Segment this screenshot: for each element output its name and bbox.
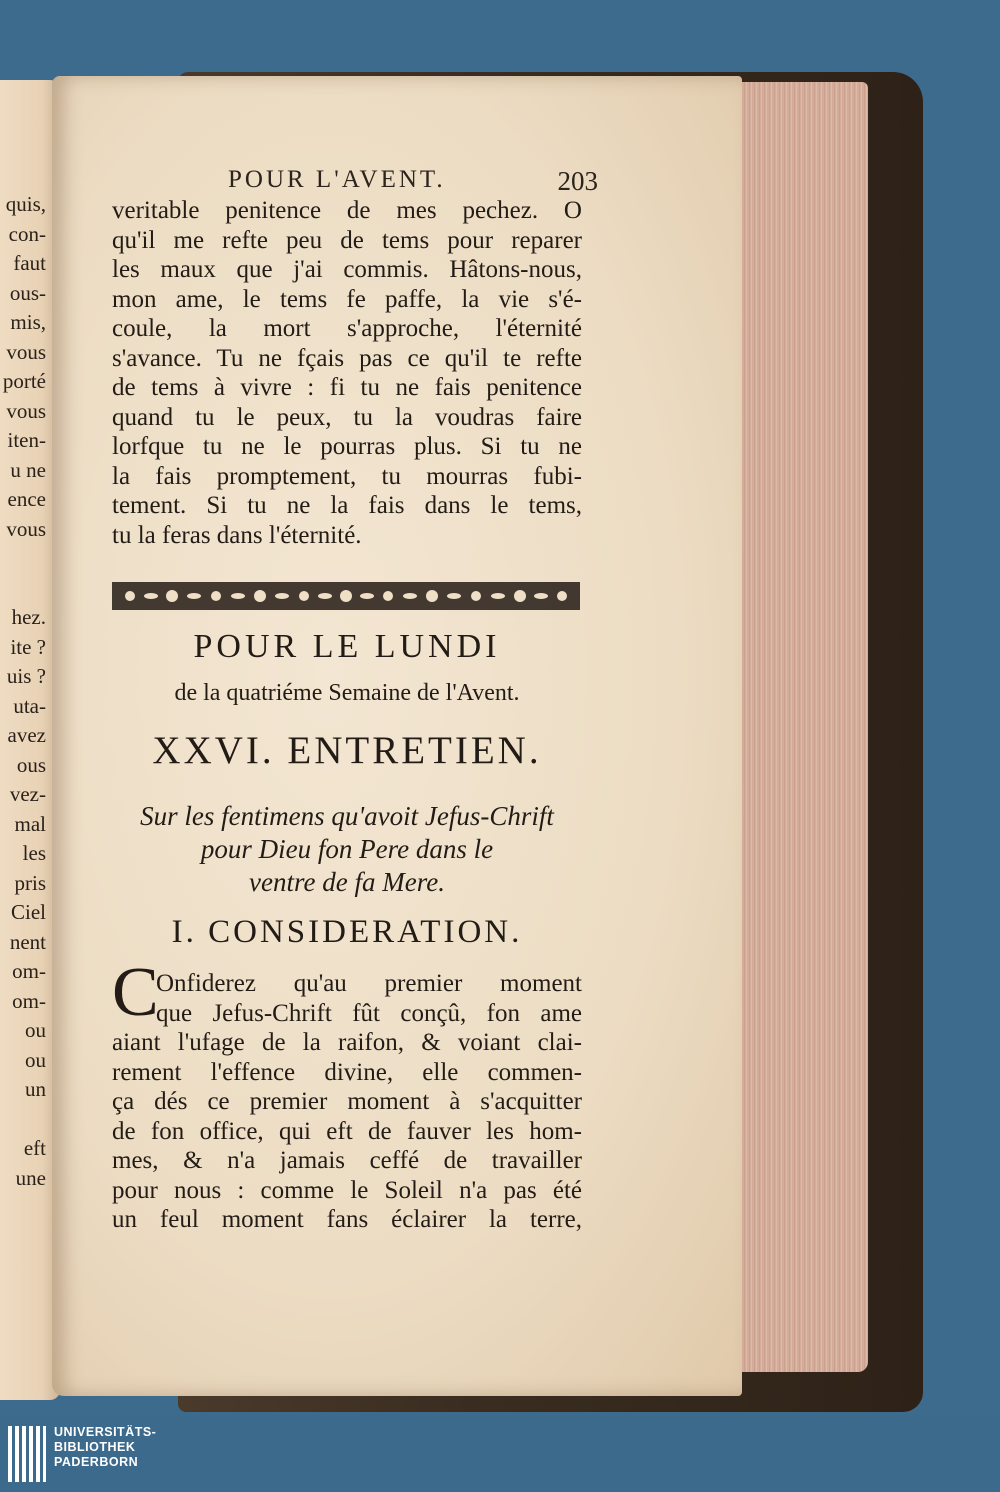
- text-line: ite ?: [10, 634, 46, 659]
- text-line: pour nous : comme le Soleil n'a pas été: [112, 1176, 582, 1204]
- text-line: vous: [6, 516, 46, 541]
- text-line: tu la feras dans l'éternité.: [112, 521, 362, 549]
- text-line: ence: [7, 487, 46, 511]
- text-line: quis,: [5, 192, 46, 216]
- text-line: ou: [25, 1018, 46, 1042]
- running-head-title: POUR L'AVENT.: [228, 166, 446, 193]
- library-name: [54, 1425, 156, 1470]
- text-line: quand tu le peux, tu la voudras faire: [112, 403, 582, 431]
- text-line: avez: [7, 723, 46, 747]
- text-line: coule, la mort s'approche, l'éternité: [112, 315, 582, 342]
- text-line: uis ?: [6, 664, 46, 688]
- text-line: mes, & n'a jamais ceffé de travailler: [112, 1147, 582, 1174]
- paragraph-1: [112, 196, 582, 550]
- text-line: om-: [12, 959, 46, 983]
- text-line: une: [15, 1165, 46, 1190]
- text-line: eft: [23, 1136, 46, 1160]
- heading-subject-line: Sur les fentimens qu'avoit Jefus-Chrift: [140, 801, 554, 831]
- text-line: mis,: [10, 310, 46, 334]
- text-line: ous: [16, 752, 46, 777]
- library-bars-icon: [6, 1424, 48, 1484]
- heading-day: POUR LE LUNDI: [193, 628, 501, 665]
- heading-subject-line: pour Dieu fon Pere dans le: [200, 834, 494, 864]
- text-line: veritable penitence de mes pechez. O: [112, 197, 582, 224]
- text-line: nent: [9, 929, 46, 954]
- text-line: pris: [14, 870, 46, 895]
- text-line: u ne: [10, 457, 46, 482]
- left-page-text-fragments: [0, 190, 46, 1193]
- paragraph-2: [112, 969, 582, 1235]
- text-line: con-: [8, 221, 46, 246]
- text-line: la fais promptement, tu mourras fubi-: [112, 462, 582, 490]
- text-line: les: [22, 841, 46, 865]
- text-line: faut: [13, 251, 46, 275]
- text-line: ça dés ce premier moment à s'acquitter: [112, 1088, 582, 1115]
- text-line: Onfiderez qu'au premier moment: [156, 970, 582, 997]
- ornament-divider: [112, 576, 580, 616]
- text-line: [0, 574, 46, 604]
- heading-subject-line: ventre de fa Mere.: [249, 867, 445, 897]
- text-line: Ciel: [11, 900, 46, 924]
- text-line: rement l'effence divine, elle commen-: [112, 1058, 582, 1086]
- text-line: un: [25, 1077, 46, 1101]
- text-line: un feul moment fans éclairer la terre,: [112, 1206, 582, 1233]
- text-line: s'avance. Tu ne fçais pas ce qu'il te refte: [112, 344, 582, 372]
- library-name-line: UNIVERSITÄTS-: [54, 1425, 157, 1439]
- text-line: mal: [14, 811, 46, 836]
- text-line: ou: [25, 1047, 46, 1072]
- heading-consideration: I. CONSIDERATION.: [171, 914, 523, 950]
- page-number: 203: [557, 166, 598, 196]
- text-line: vez-: [9, 782, 46, 806]
- text-line: vous: [6, 398, 46, 423]
- text-line: hez.: [11, 605, 46, 629]
- library-name-line: PADERBORN: [54, 1455, 139, 1469]
- text-line: aiant l'ufage de la raifon, & voiant clai-: [112, 1029, 582, 1056]
- running-head: [228, 166, 598, 194]
- text-line: de fon office, qui eft de fauver les hom-: [112, 1117, 582, 1145]
- text-line: ous-: [9, 280, 46, 305]
- text-line: porté: [2, 369, 46, 393]
- text-line: iten-: [7, 428, 46, 452]
- text-line: les maux que j'ai commis. Hâtons-nous,: [112, 256, 582, 283]
- heading-subject: [112, 800, 582, 899]
- heading-week: de la quatriéme Semaine de l'Avent.: [174, 680, 520, 706]
- text-line: que Jefus-Chrift fût conçû, fon ame: [156, 999, 582, 1027]
- text-line: tement. Si tu ne la fais dans le tems,: [112, 492, 582, 519]
- text-line: [0, 1105, 46, 1135]
- text-line: lorfque tu ne le pourras plus. Si tu ne: [112, 433, 582, 460]
- text-line: uta-: [13, 693, 46, 718]
- library-name-line: BIBLIOTHEK: [54, 1440, 136, 1454]
- text-line: mon ame, le tems fe paffe, la vie s'é-: [112, 285, 582, 313]
- text-line: om-: [12, 988, 46, 1013]
- text-line: qu'il me refte peu de tems pour reparer: [112, 226, 582, 254]
- text-line: vous: [6, 339, 46, 364]
- text-line: [0, 544, 46, 574]
- drop-cap: C: [112, 954, 159, 1031]
- text-line: de tems à vivre : fi tu ne fais penitence: [112, 374, 582, 401]
- heading-entretien: XXVI. ENTRETIEN.: [152, 729, 542, 772]
